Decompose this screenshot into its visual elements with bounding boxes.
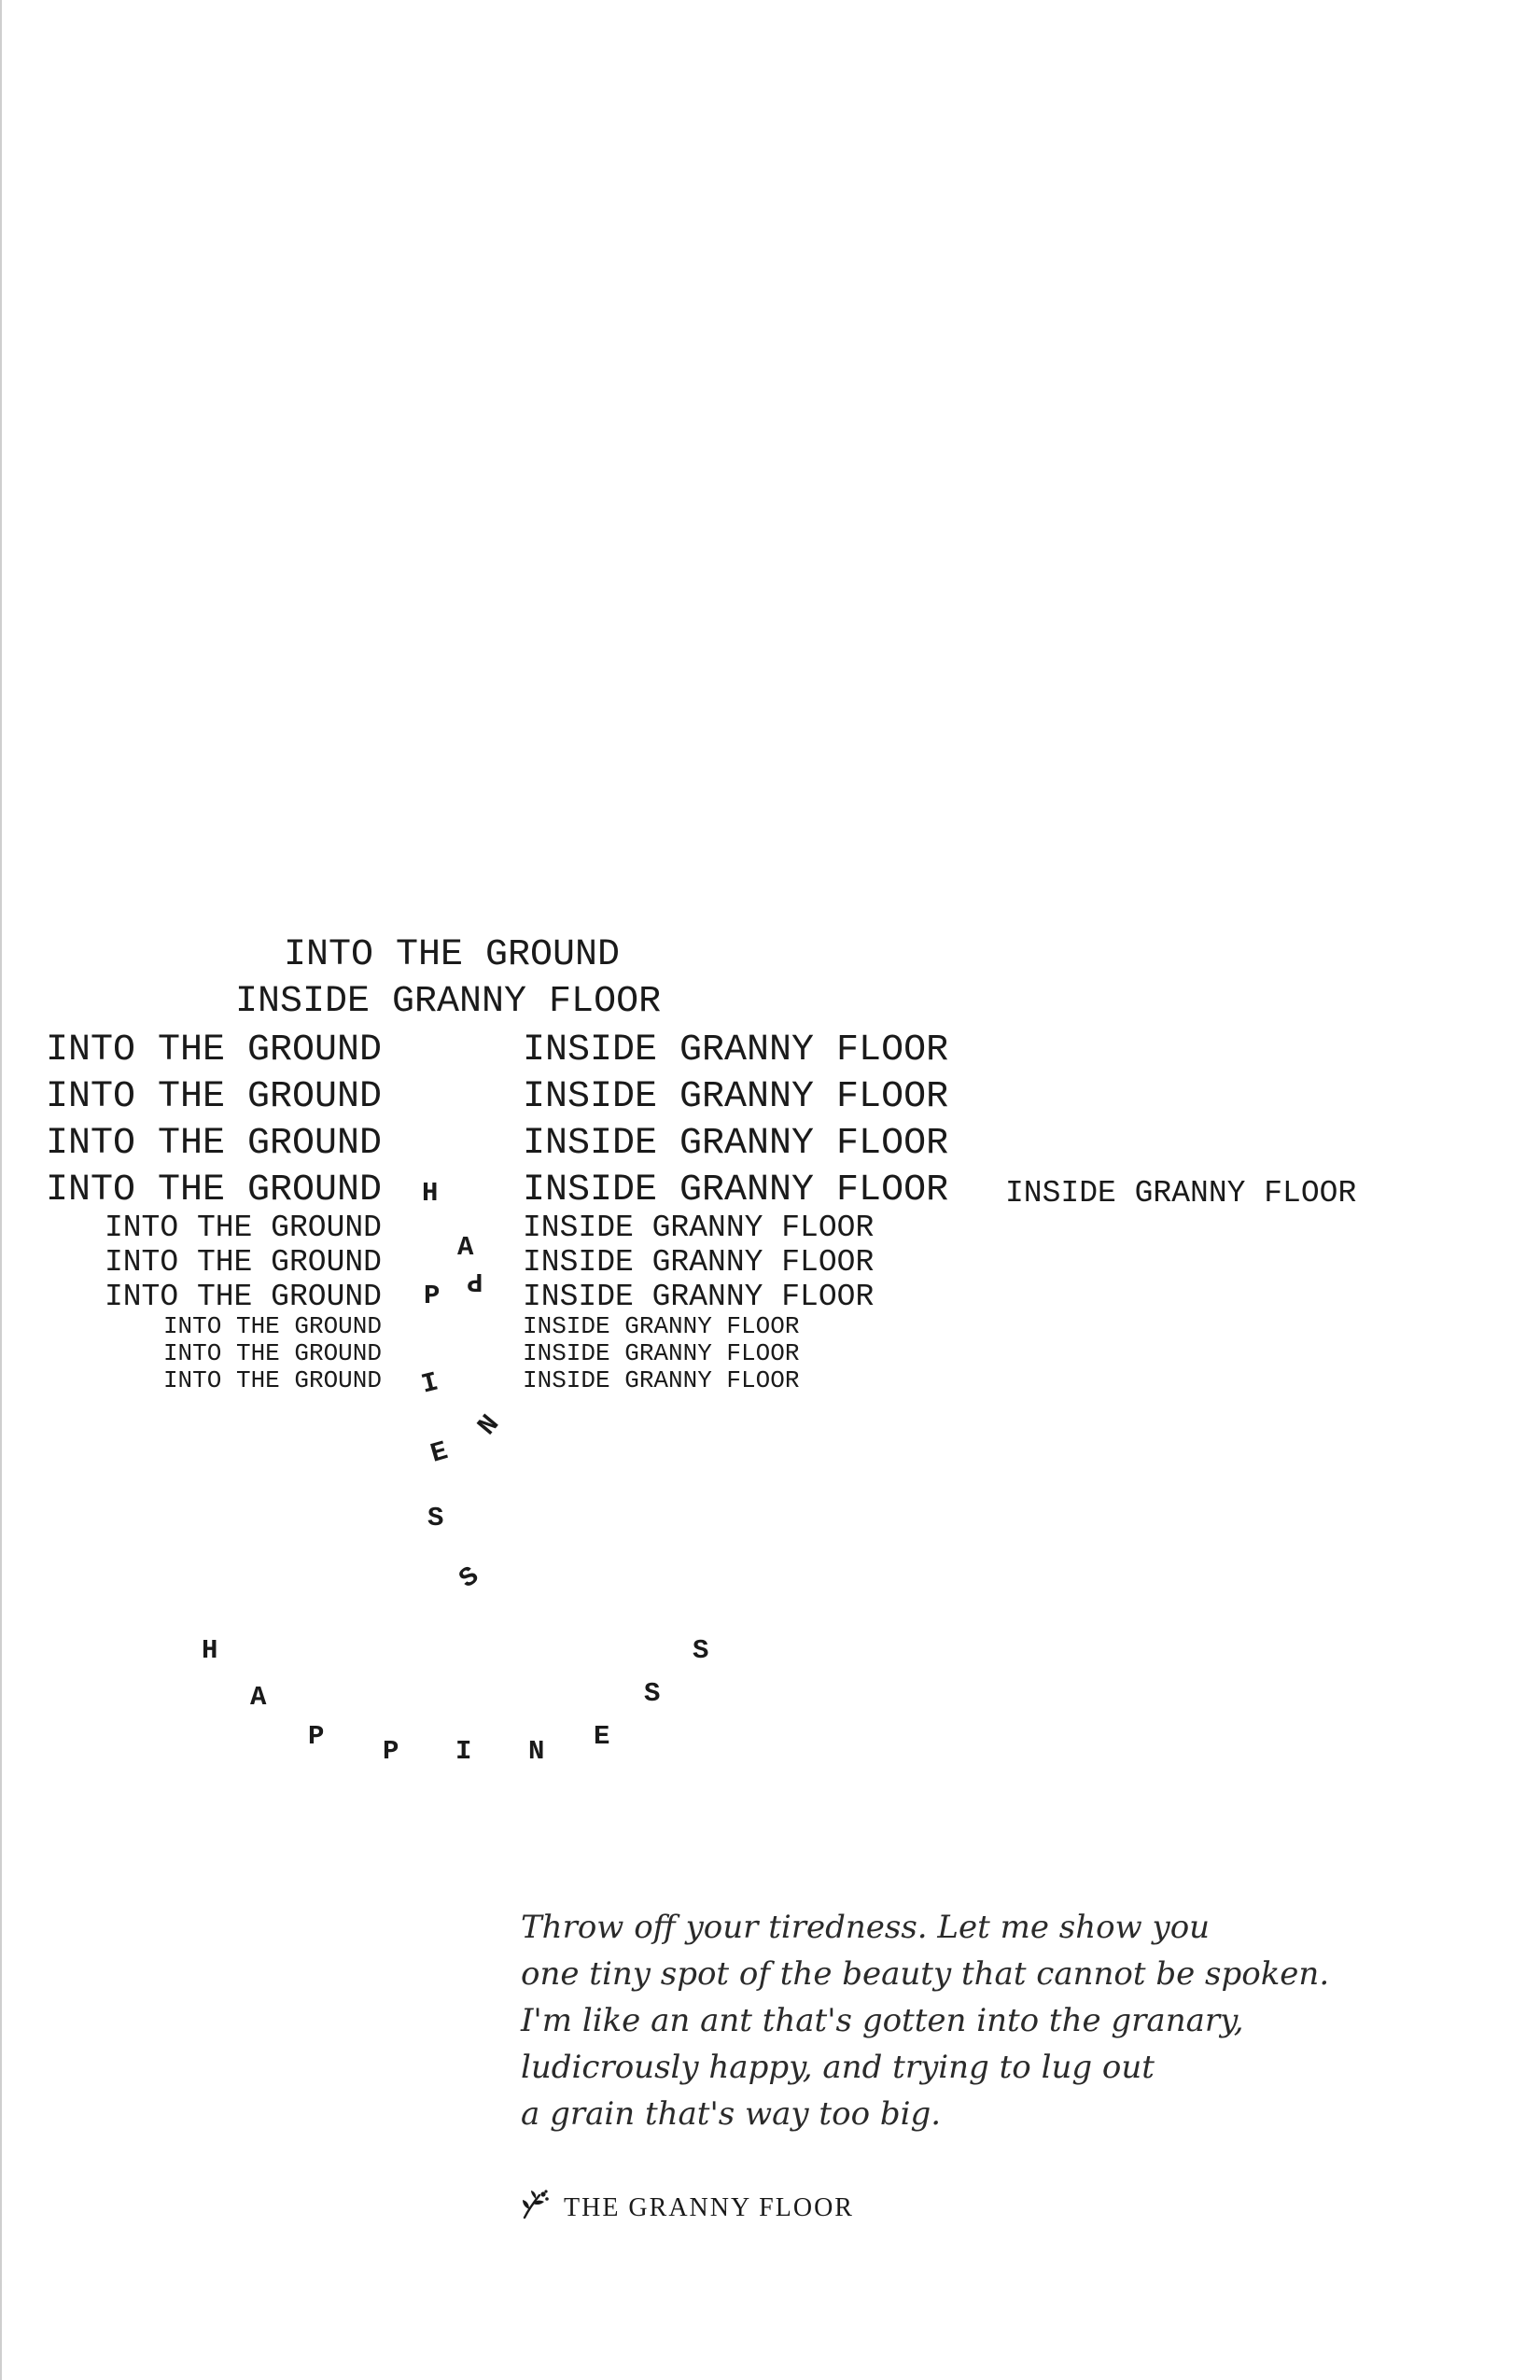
falling-letter: E xyxy=(427,1435,452,1470)
left-line: INTO THE GROUND xyxy=(45,1169,382,1211)
arc-letter: S xyxy=(644,1678,661,1709)
left-line: INTO THE GROUND xyxy=(104,1245,382,1280)
poem-line: ludicrously happy, and trying to lug out xyxy=(521,2049,1155,2086)
right-line: INSIDE GRANNY FLOOR xyxy=(523,1366,800,1394)
right-line: INSIDE GRANNY FLOOR xyxy=(523,1245,875,1280)
right-line: INSIDE GRANNY FLOOR xyxy=(523,1123,949,1165)
left-line: INTO THE GROUND xyxy=(45,1076,382,1118)
left-line: INTO THE GROUND xyxy=(162,1312,382,1340)
left-line: INTO THE GROUND xyxy=(45,1123,382,1165)
signature xyxy=(519,2190,854,2226)
poem-line: one tiny spot of the beauty that cannot be spoken. xyxy=(521,1955,1330,1993)
right-line: INSIDE GRANNY FLOOR xyxy=(523,1280,875,1314)
poem-quote xyxy=(521,1904,1329,2137)
falling-letter: S xyxy=(427,1503,444,1533)
left-line: INTO THE GROUND xyxy=(104,1280,382,1314)
arc-letter: I xyxy=(455,1736,472,1767)
poem-line: a grain that's way too big. xyxy=(521,2095,942,2133)
top-line-into-the-ground: INTO THE GROUND xyxy=(284,934,621,976)
right-line: INSIDE GRANNY FLOOR xyxy=(523,1339,800,1367)
falling-letter: H xyxy=(422,1178,439,1209)
falling-letter: P xyxy=(467,1266,483,1296)
left-line: INTO THE GROUND xyxy=(104,1211,382,1245)
right-line: INSIDE GRANNY FLOOR xyxy=(523,1169,949,1211)
extra-right-line: INSIDE GRANNY FLOOR xyxy=(1005,1176,1357,1211)
arc-letter: P xyxy=(383,1736,399,1767)
falling-letter: I xyxy=(418,1366,442,1401)
right-line: INSIDE GRANNY FLOOR xyxy=(523,1211,875,1245)
arc-letter: N xyxy=(528,1736,545,1767)
signature-text: THE GRANNY FLOOR xyxy=(564,2192,854,2222)
left-line: INTO THE GROUND xyxy=(45,1029,382,1071)
left-line: INTO THE GROUND xyxy=(162,1366,382,1394)
falling-letter: P xyxy=(424,1281,441,1311)
right-line: INSIDE GRANNY FLOOR xyxy=(523,1076,949,1118)
left-line: INTO THE GROUND xyxy=(162,1339,382,1367)
arc-letter: H xyxy=(202,1635,218,1666)
falling-letter: N xyxy=(469,1407,503,1439)
right-line: INSIDE GRANNY FLOOR xyxy=(523,1312,800,1340)
falling-letter: S xyxy=(454,1560,485,1596)
page-edge-divider xyxy=(0,0,2,2380)
falling-letter: A xyxy=(457,1232,474,1263)
arc-letter: S xyxy=(693,1635,709,1666)
arc-letter: E xyxy=(594,1721,610,1752)
poem-line: Throw off your tiredness. Let me show you xyxy=(521,1909,1211,1946)
right-line: INSIDE GRANNY FLOOR xyxy=(523,1029,949,1071)
sprig-icon xyxy=(519,2190,551,2226)
arc-letter: P xyxy=(308,1721,325,1752)
arc-letter: A xyxy=(250,1682,267,1713)
poem-line: I'm like an ant that's gotten into the granary, xyxy=(521,2002,1244,2039)
top-line-inside-granny-floor: INSIDE GRANNY FLOOR xyxy=(235,981,662,1023)
